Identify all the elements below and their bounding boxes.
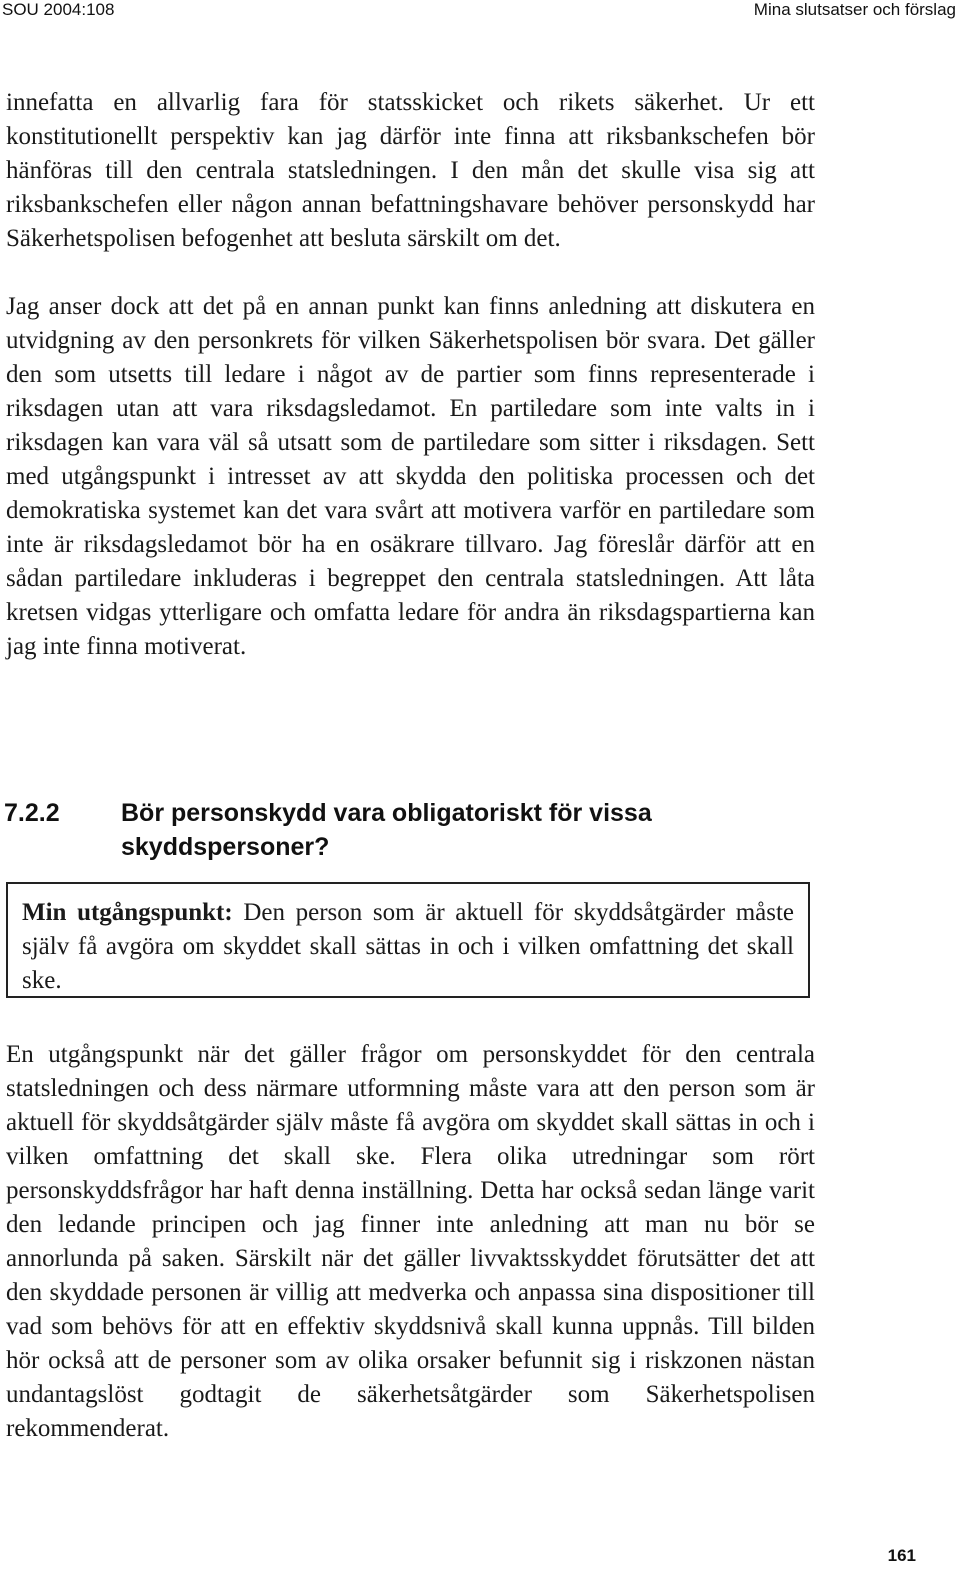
paragraph-3: En utgångspunkt när det gäller frågor om personskyddet för den centrala statsledningen och dess närmare utformning måste vara att den person som är aktuell för skyddsåtgärder själv måste få avgöra om skyddet skall sättas in och i vilken omfattning det skall ske. Flera olika utredningar som rört personskyddsfrågor har haft denna inställning. Detta har också sedan länge varit den ledande principen och jag finner inte anledning att man nu bör se annorlunda på saken. Särskilt när det gäller livvaktsskyddet förutsätter det att den skyddade personen är villig att medverka och anpassa sina dispositioner till vad som behövs för att en effektiv skyddsnivå skall kunna uppnås. Till bilden hör också att de personer som av olika orsaker befunnit sig i riskzonen nästan undantagslöst godtagit de säkerhetsåtgärder som Säkerhetspolisen rekommenderat. (6, 1041, 815, 1442)
document-reference: SOU 2004:108 (2, 0, 115, 19)
page-number: 161 (887, 1546, 916, 1565)
starting-point-box (6, 882, 810, 998)
section-number: 7.2.2 (4, 799, 60, 827)
starting-point-lead: Min utgångspunkt: (22, 899, 233, 926)
chapter-title: Mina slutsatser och förslag (753, 0, 956, 19)
starting-point-body: Den person som är aktuell för skyddsåtgärder måste själv få avgöra om skyddet skall sättas in och i vilken omfattning det skall ske. (22, 899, 795, 994)
starting-point-text (22, 896, 794, 998)
paragraph-2: Jag anser dock att det på en annan punkt kan finns anledning att diskutera en utvidgning av den personkrets för vilken Säkerhetspolisen bör svara. Det gäller den som utsetts till ledare i något av de partier som finns representerade i riksdagen utan att vara riksdagsledamot. En partiledare som inte valts in i riksdagen kan vara väl så utsatt som de partiledare som sitter i riksdagen. Sett med utgångspunkt i intresset av att skydda den politiska processen och det demokratiska systemet kan det vara svårt att motivera varför en partiledare som inte är riksdagsledamot bör ha en osäkrare tillvaro. Jag föreslår därför att en sådan partiledare inkluderas i begreppet den centrala statsledningen. Att låta kretsen vidgas ytterligare och omfatta ledare för andra än riksdagspartierna kan jag inte finna motiverat. (6, 293, 815, 660)
running-header (0, 0, 960, 26)
paragraph-1: innefatta en allvarlig fara för statsskicket och rikets säkerhet. Ur ett konstitutionellt perspektiv kan jag därför inte finna att riksbankschefen bör hänföras till den centrala statsledningen. I den mån det skulle visa sig att riksbankschefen eller någon annan befattningshavare behöver personskydd har Säkerhetspolisen befogenhet att besluta särskilt om det. (6, 89, 815, 252)
section-title: Bör personskydd vara obligatoriskt för vissa skyddspersoner? (121, 799, 652, 861)
